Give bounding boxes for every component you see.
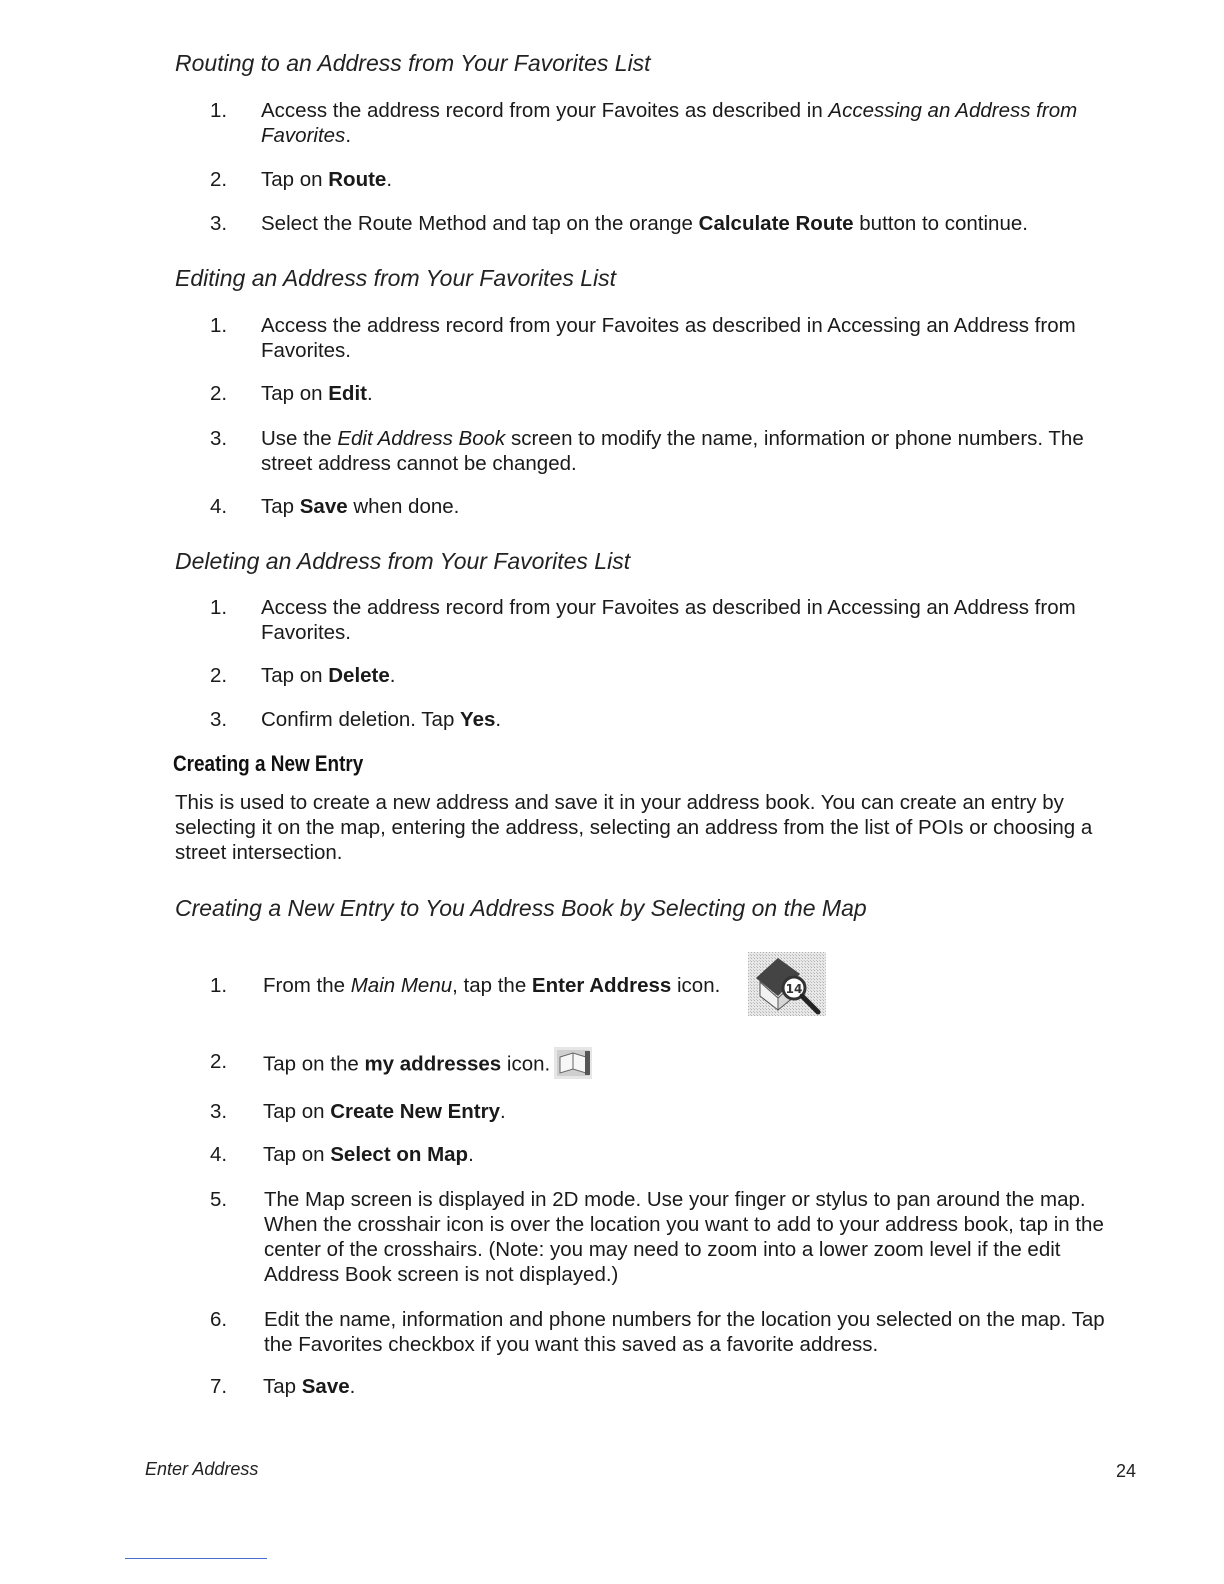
routing-heading: Routing to an Address from Your Favorites List xyxy=(175,50,651,76)
footer-rule xyxy=(125,1558,267,1559)
address-book-icon xyxy=(554,1047,592,1079)
manual-page: Routing to an Address from Your Favorites List 1. Access the address record from your Favoites as described in Accessing an Address from Favorites. 2. Tap on Route. 3. Select the Route Method and tap on the orange Calculate Route button to continue. Editing an Address from Your Favorites List 1. Access the address record from your Favoites as described in Accessing an Address from Favorites. 2. Tap on Edit. 3. Use the Edit Address Book screen to modify the name, information or phone numbers. The street address cannot be changed. 4. Tap Save when done. Deleting an Address from Your Favorites List 1. Access the address record from your Favoites as described in Accessing an Address from Favorites. 2. Tap on Delete. 3. Confirm deletion. Tap Yes. Creating a New Entry This is used to create a new address and save it in your address book. You can create an entry by selecting it on the map, entering the address, selecting an address from the list of POIs or choosing a street intersection. Creating a New Entry to You Address Book by Selecting on the Map 1. From the Main Menu, tap the Enter Address icon. 14 2. Tap on the my addresses icon. 3. Tap on Create New Entry. 4. Tap on Select on Map. 5. The Map screen is displayed in 2D mode. Use your finger or stylus to pan around the map. When the crosshair icon is over the location you want to add to your address book, tap in the center of the crosshairs. (Note: you may need to zoom into a lower zoom level if the edit Address Book screen is not displayed.) 6. Edit the name, information and phone numbers for the location you selected on the map. Tap the Favorites checkbox if you want this saved as a favorite address. 7. Tap Save. Enter Address 24 xyxy=(0,0,1224,1584)
editing-heading: Editing an Address from Your Favorites List xyxy=(175,265,617,291)
creating-entry-heading: Creating a New Entry xyxy=(173,751,364,776)
map-select-heading: Creating a New Entry to You Address Book by Selecting on the Map xyxy=(175,895,867,921)
footer-section-name: Enter Address xyxy=(145,1459,259,1479)
footer-page-number: 24 xyxy=(1116,1461,1137,1481)
enter-address-icon-badge: 14 xyxy=(785,982,803,996)
house-magnifier-icon xyxy=(748,952,826,1016)
creating-entry-intro: This is used to create a new address and save it in your address book. You can create an entry by selecting it on the map, entering the address, selecting an address from the list of POIs or choosing a street intersection. xyxy=(175,791,1093,864)
deleting-heading: Deleting an Address from Your Favorites List xyxy=(175,548,631,574)
